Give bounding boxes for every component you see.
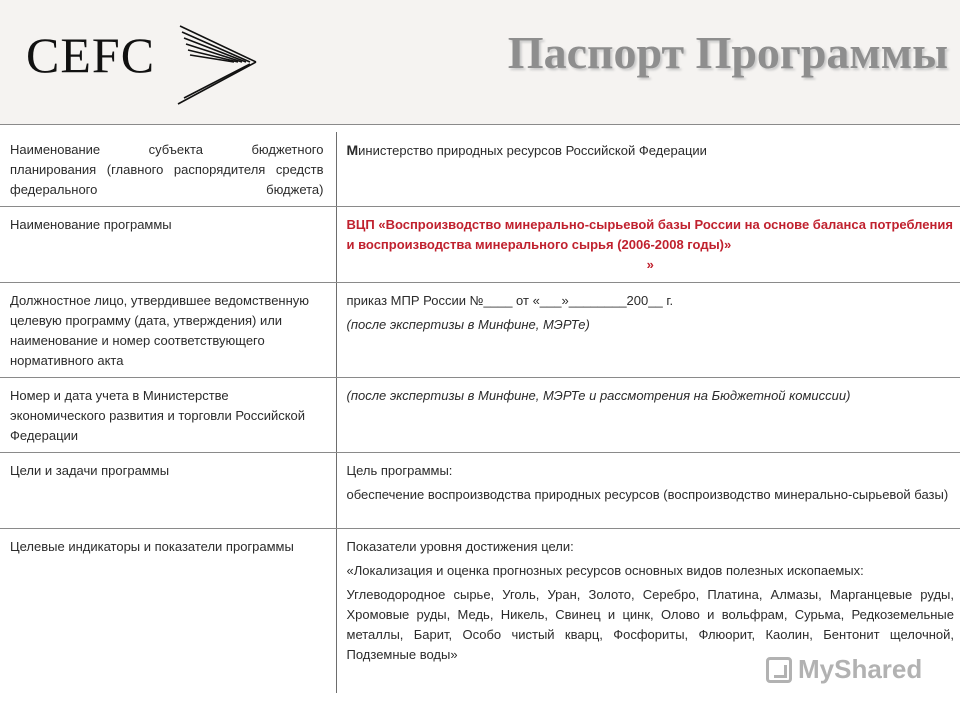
indicators-list: Углеводородное сырье, Уголь, Уран, Золото, Серебро, Платина, Алмазы, Марганцевые руды, Хромовые руды, Медь, Никель, Свинец и цинк, Олово и вольфрам, Сурьма, Редкоземельные металлы, Барит, Особо чистый кварц, Фосфориты, Флюорит, Каолин, Бентонит щелочной, Подземные воды»: [346, 587, 954, 662]
order-text: приказ МПР России №____ от «___»________200__ г.: [346, 293, 674, 308]
table-row: [0, 207, 960, 283]
order-note: (после экспертизы в Минфине, МЭРТе): [346, 317, 590, 332]
program-name-extra: »: [646, 257, 654, 272]
watermark: [766, 654, 922, 685]
table-row: [0, 132, 960, 207]
value-initial: М: [346, 142, 359, 158]
page-title: Паспорт Программы: [507, 27, 948, 78]
row-label: Должностное лицо, утвердившее ведомственную целевую программу (дата, утверждения) или наименование и номер соответствующего нормативного акта: [0, 283, 336, 378]
table-row: [0, 453, 960, 529]
row-label: Наименование субъекта бюджетного планирования (главного распорядителя средств федерального бюджета): [0, 132, 336, 207]
table-row: [0, 378, 960, 453]
table-row: [0, 283, 960, 378]
row-value: [336, 132, 960, 207]
watermark-text: MyShared: [798, 654, 923, 684]
indicators-heading: Показатели уровня достижения цели:: [346, 539, 574, 554]
program-name: ВЦП «Воспроизводство минерально-сырьевой базы России на основе баланса потребления и воспроизводства минерального сырья (2006-2008 годы)»: [346, 217, 953, 252]
row-label: Целевые индикаторы и показатели программы: [0, 529, 336, 693]
row-value: [336, 207, 960, 283]
row-label: Номер и дата учета в Министерстве экономического развития и торговли Российской Федерации: [0, 378, 336, 453]
goal-heading: Цель программы:: [346, 463, 453, 478]
cefc-logo-text: CEFC: [26, 27, 156, 83]
row-value: [336, 453, 960, 529]
myshared-logo-icon: [766, 657, 792, 683]
row-label: Наименование программы: [0, 207, 336, 283]
goal-text: обеспечение воспроизводства природных ресурсов (воспроизводство минерально-сырьевой базы): [346, 487, 949, 502]
cefc-logo-icon: [176, 24, 260, 106]
value-text: инистерство природных ресурсов Российской Федерации: [358, 143, 707, 158]
passport-table: [0, 132, 960, 693]
row-value: (после экспертизы в Минфине, МЭРТе и рассмотрения на Бюджетной комиссии): [336, 378, 960, 453]
slide-header: [0, 0, 960, 125]
indicators-subheading: «Локализация и оценка прогнозных ресурсов основных видов полезных ископаемых:: [346, 563, 864, 578]
row-label: Цели и задачи программы: [0, 453, 336, 529]
row-value: [336, 283, 960, 378]
